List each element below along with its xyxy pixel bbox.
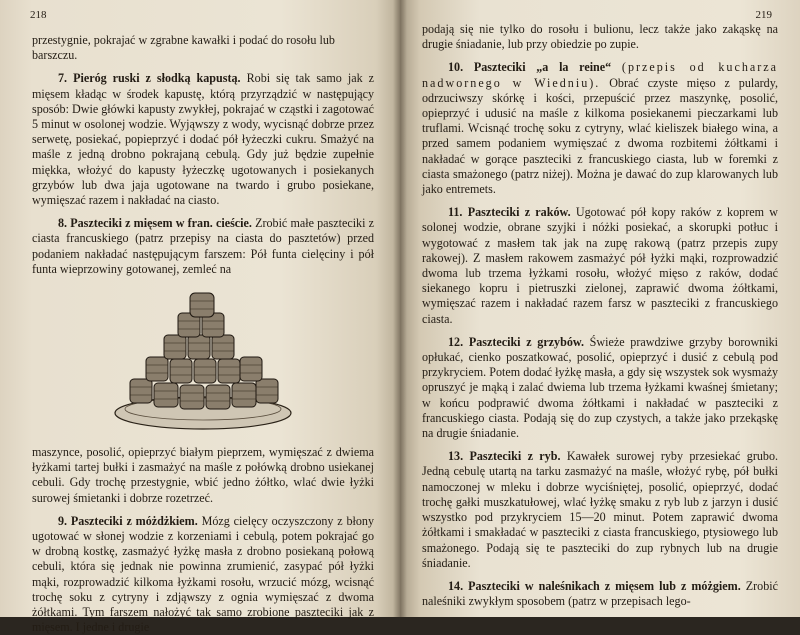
recipe-11-number: 11. <box>448 205 463 220</box>
recipe-8-text-a: Zrobić małe paszteciki z ciasta francuskiego (patrz przepisy na ciasta do pasztetów) przed podaniem nakładać następującym farszem: Pół funta cielęciny i pół funta wieprzowiny gotowanej, zemleć na <box>32 216 374 276</box>
recipe-8-continued <box>32 445 374 506</box>
recipe-8 <box>32 216 374 277</box>
right-intro: podają się nie tylko do rosołu i bulionu, lecz także jako zakąskę na drugie śniadanie, lub przy obiedzie po zupie. <box>422 22 778 52</box>
recipe-13-number: 13. <box>448 449 464 464</box>
recipe-7-text: Robi się tak samo jak z mięsem kładąc w środek kapustę, którą przyrządzić w następujący sposób: Dwie główki kapusty zwykłej, pokrajać w cząstki i zagotować 5 minut w osolonej wodzie. Wyjąwszy z wody, wycisnąć dobrze przez serwetę, posiekać, popieprzyć i dodać pół łyżeczki cukru. Smażyć na maśle z jedną drobno pokrajaną cebulą. Gdy już będzie zupełnie miękka, włożyć do kapusty łyżeczkę ugotowanych i posiekanych grzybów lub dwa jaja ugotowane na twardo i grubo posiekane, wymięszać razem i nakładać na ciasto. <box>32 71 374 208</box>
recipe-11 <box>422 205 778 327</box>
recipe-14-number: 14. <box>448 578 464 593</box>
recipe-9-number: 9. <box>58 513 68 528</box>
paragraph-intro-line2: barszczu. <box>32 48 78 63</box>
right-page <box>400 0 800 617</box>
recipe-10 <box>422 60 778 197</box>
recipe-13-text: Kawałek surowej ryby przesiekać grubo. Jedną cebulę utartą na tarku zasmażyć na maśle, włożyć rybę, pół bułki namoczonej w mleku i dobrze wyciśniętej, posolić, opieprzyć, dodać trochę gałki muszkatułowej, wlać łyżkę smaku z ryb lub z jarzyn i dusić wszystko pod przykryciem 15—20 minut. Potem zaprawić dwoma żółtkami i smakładać w paszteciki z ciasta francuskiego, ptysiowego lub smażonego. Podają się te paszteciki do zup rybnych lub na drugie śniadanie. <box>422 449 779 570</box>
recipe-10-title: Paszteciki „a la reine“ <box>473 60 612 75</box>
recipe-10-number: 10. <box>448 60 464 75</box>
recipe-7-title: Pieróg ruski z słodką kapustą. <box>73 71 241 86</box>
recipe-9 <box>32 514 374 635</box>
recipe-9-text: Mózg cielęcy oczyszczony z błony ugotować w słonej wodzie z korzeniami i cebulą, potem pokrajać go w drobną kostkę, zasmażyć łyżkę masła z drobno posiekaną połową cebuli, która się jednak nie powinna zrumienić, zasypać pół łyżki mąki, rozprowadzić kilkoma łyżkami rosołu, wrzucić mózg, wcisnąć trochę soku z cytryny i zdjąwszy z ognia wymięszać z dwoma żółtkami. Tym farszem nałożyć tak samo zrobione paszteciki jak z mięsem. I jedne i drugie <box>32 513 374 635</box>
recipe-7 <box>32 71 374 208</box>
recipe-14 <box>422 579 778 609</box>
recipe-8-text-b: maszynce, posolić, opieprzyć białym pieprzem, wymięszać z dwiema łyżkami tartej bułki i zasmażyć na maśle z połówką drobno usiekanej cebuli. Gdy trochę przestygnie, wbić jedno żółtko, wlać dwie łyżki surowej śmietanki i dobrze rozetrzeć. <box>32 445 374 505</box>
pastry-illustration <box>32 281 374 441</box>
recipe-12 <box>422 335 778 441</box>
recipe-11-text: Ugotować pół kopy raków z koprem w solonej wodzie, obrane szyjki i nóżki posiekać, a skorupki potłuc i wygotować z masłem tak jak na zupę rakową (patrz przepis zupy rakowej). Z masłem rakowem zasmażyć pół łyżki mąki, rozprowadzić dwoma lub trzema łyżkami rosołu, włożyć mięso z raków, dodać siekanego kopru i pietruszki zielonej, zaprawić dwoma żółtkami, wymięszać razem i nakładać razem farsz w paszteciki z francuskiego ciasta. <box>422 205 778 326</box>
recipe-14-text: Zrobić naleśniki zwykłym sposobem (patrz w przepisach lego- <box>422 578 778 609</box>
recipe-10-text: Obrać czyste mięso z pulardy, odrzuciwszy skórkę i kości, przepuścić przez maszynkę, posolić, opieprzyć i udusić na maśle z kilkoma posiekanemi pieczarkami lub truflami. Wcisnąć trochę soku z cytryny, wlać kieliszek białego wina, a przed samem podaniem wymięszać z dwoma rozbitemi żółtkami i nakładać w gorące paszteciki z francuskiego ciasta, lub w foremki z ciasta smażonego (patrz niżej). Można je dawać do zup klarowanych lub jako entremets. <box>422 75 778 197</box>
recipe-13 <box>422 449 778 571</box>
page-number-left: 218 <box>30 9 47 21</box>
recipe-7-number: 7. <box>58 71 68 86</box>
recipe-8-number: 8. <box>58 216 68 231</box>
recipe-14-title: Paszteciki w naleśnikach z mięsem lub z móżgiem. <box>468 578 741 593</box>
recipe-12-number: 12. <box>448 334 464 349</box>
pastry-pyramid-image <box>108 291 298 441</box>
recipe-12-text: Świeże prawdziwe grzyby borowniki opłukać, cienko poszatkować, posolić, opieprzyć i dusić z cebulą pod przykryciem. Potem dodać łyżkę masła, a gdy się wszystek sok wysmaży opruszyć je mąką i zalać dwiema lub trzema łyżkami kwaśnej śmietany; w końcu podprawić dwoma żółtkami i nakładać w paszteciki z francuskiego ciasta. Podają się do zup czystych, a także jako przekąskę na drugie śniadanie. <box>422 334 778 441</box>
recipe-11-title: Paszteciki z raków. <box>467 205 571 220</box>
page-number-right: 219 <box>755 9 772 21</box>
recipe-8-title: Paszteciki z mięsem w fran. cieście. <box>70 216 252 231</box>
paragraph-intro-line1: przestygnie, pokrajać w zgrabne kawałki i podać do rosołu lub <box>32 33 335 47</box>
recipe-10-credit: (przepis od kucharza nadwornego w Wiedniu). <box>422 60 779 90</box>
recipe-9-title: Paszteciki z móżdżkiem. <box>70 513 198 528</box>
recipe-13-title: Paszteciki z ryb. <box>469 449 561 464</box>
recipe-12-title: Paszteciki z grzybów. <box>468 334 584 349</box>
